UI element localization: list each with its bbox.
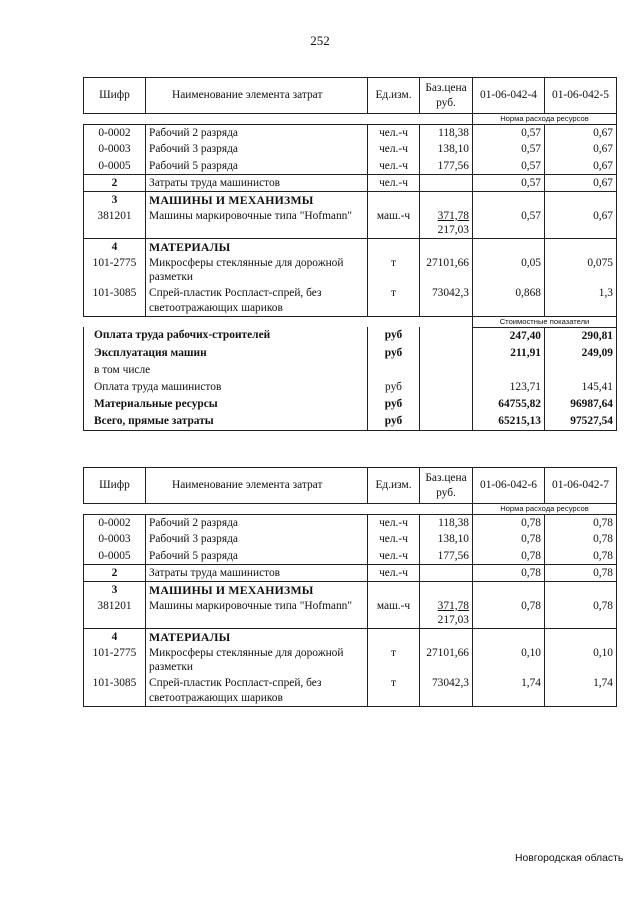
header-price-line1: Баз.цена xyxy=(425,82,467,95)
cost-label-text: Материальные ресурсы xyxy=(84,396,368,413)
cost-unit: руб xyxy=(368,413,420,431)
row-unit: чел.-ч xyxy=(368,141,420,157)
resource-table-1 xyxy=(83,77,617,431)
cost-row xyxy=(84,327,617,345)
section-row xyxy=(84,629,617,646)
section-title: МАТЕРИАЛЫ xyxy=(146,239,368,256)
table-row xyxy=(84,646,617,676)
row-price-1: 371,78 xyxy=(437,599,469,612)
row-value-2: 0,78 xyxy=(545,548,617,565)
row-name: Спрей-пластик Роспласт-спрей, без светоотражающих шариков xyxy=(146,285,368,316)
section-title: МАШИНЫ И МЕХАНИЗМЫ xyxy=(146,582,368,599)
row-price xyxy=(420,209,473,239)
section-row xyxy=(84,239,617,256)
row-unit: чел.-ч xyxy=(368,158,420,175)
row-price: 177,56 xyxy=(420,548,473,565)
table-row xyxy=(84,675,617,706)
table-row xyxy=(84,209,617,239)
header-price xyxy=(420,78,473,114)
row-unit: чел.-ч xyxy=(368,564,420,581)
row-price-2: 217,03 xyxy=(437,223,469,236)
table-row xyxy=(84,141,617,157)
section-code: 3 xyxy=(84,192,146,209)
row-code: 2 xyxy=(84,174,146,191)
table-row xyxy=(84,285,617,316)
row-price-1: 371,78 xyxy=(437,209,469,222)
row-price xyxy=(420,599,473,629)
row-value-1: 0,868 xyxy=(473,285,545,316)
row-value-2: 0,10 xyxy=(545,646,617,676)
row-price: 118,38 xyxy=(420,125,473,142)
cost-value-2: 96987,64 xyxy=(545,396,617,413)
row-code: 101-3085 xyxy=(84,675,146,706)
row-code: 0-0003 xyxy=(84,531,146,547)
row-name: Микросферы стеклянные для дорожной разметки xyxy=(146,646,368,676)
row-code: 101-2775 xyxy=(84,646,146,676)
header-name: Наименование элемента затрат xyxy=(146,468,368,504)
row-unit: чел.-ч xyxy=(368,548,420,565)
header-unit: Ед.изм. xyxy=(368,78,420,114)
row-name: Затраты труда машинистов xyxy=(146,564,368,581)
row-value-1: 0,78 xyxy=(473,531,545,547)
row-code: 101-2775 xyxy=(84,256,146,286)
section-code: 3 xyxy=(84,582,146,599)
row-unit: т xyxy=(368,285,420,316)
table-row xyxy=(84,158,617,175)
row-value-1: 0,57 xyxy=(473,209,545,239)
cost-value-2 xyxy=(545,362,617,379)
table-row xyxy=(84,174,617,191)
header-col2: 01-06-042-7 xyxy=(545,468,617,504)
row-unit: чел.-ч xyxy=(368,125,420,142)
row-value-1: 0,78 xyxy=(473,564,545,581)
row-name: Машины маркировочные типа "Hofmann" xyxy=(146,599,368,629)
row-name: Рабочий 3 разряда xyxy=(146,141,368,157)
row-value-1: 0,78 xyxy=(473,548,545,565)
row-value-1: 0,05 xyxy=(473,256,545,286)
row-unit: маш.-ч xyxy=(368,599,420,629)
row-unit: чел.-ч xyxy=(368,174,420,191)
header-col1: 01-06-042-6 xyxy=(473,468,545,504)
cost-unit: руб xyxy=(368,379,420,396)
row-value-1: 0,78 xyxy=(473,599,545,629)
row-price: 138,10 xyxy=(420,141,473,157)
row-name: Рабочий 5 разряда xyxy=(146,158,368,175)
row-unit: чел.-ч xyxy=(368,531,420,547)
header-col1: 01-06-042-4 xyxy=(473,78,545,114)
cost-label-text: в том числе xyxy=(84,362,368,379)
cost-value-1 xyxy=(473,362,545,379)
cost-unit: руб xyxy=(368,396,420,413)
row-value-2: 0,67 xyxy=(545,158,617,175)
cost-value-2: 290,81 xyxy=(545,327,617,345)
cost-label: Стоимостные показатели xyxy=(473,316,617,327)
row-value-2: 1,3 xyxy=(545,285,617,316)
row-value-1: 0,57 xyxy=(473,174,545,191)
row-unit: маш.-ч xyxy=(368,209,420,239)
header-price-line2: руб. xyxy=(436,96,456,109)
section-row xyxy=(84,582,617,599)
row-price: 27101,66 xyxy=(420,256,473,286)
row-name: Микросферы стеклянные для дорожной разметки xyxy=(146,256,368,286)
row-value-1: 1,74 xyxy=(473,675,545,706)
row-value-2: 0,67 xyxy=(545,125,617,142)
header-price-line2: руб. xyxy=(436,486,456,499)
page-number: 252 xyxy=(310,33,330,48)
row-name: Спрей-пластик Роспласт-спрей, без светоотражающих шариков xyxy=(146,675,368,706)
header-code: Шифр xyxy=(84,78,146,114)
header-col2: 01-06-042-5 xyxy=(545,78,617,114)
row-code: 101-3085 xyxy=(84,285,146,316)
table-row xyxy=(84,515,617,532)
row-value-2: 0,67 xyxy=(545,141,617,157)
cost-value-1: 211,91 xyxy=(473,345,545,362)
row-value-2: 0,78 xyxy=(545,531,617,547)
row-value-2: 0,67 xyxy=(545,174,617,191)
row-price-2: 217,03 xyxy=(437,613,469,626)
row-name: Рабочий 3 разряда xyxy=(146,531,368,547)
row-value-2: 0,78 xyxy=(545,564,617,581)
row-price: 118,38 xyxy=(420,515,473,532)
section-row xyxy=(84,192,617,209)
norm-label: Норма расхода ресурсов xyxy=(473,114,617,125)
row-code: 0-0003 xyxy=(84,141,146,157)
row-code: 381201 xyxy=(84,209,146,239)
cost-row xyxy=(84,345,617,362)
cost-value-1: 247,40 xyxy=(473,327,545,345)
header-price-line1: Баз.цена xyxy=(425,472,467,485)
row-value-2: 1,74 xyxy=(545,675,617,706)
header-price xyxy=(420,468,473,504)
header-unit: Ед.изм. xyxy=(368,468,420,504)
cost-label-text: Эксплуатация машин xyxy=(84,345,368,362)
cost-value-2: 249,09 xyxy=(545,345,617,362)
cost-row xyxy=(84,379,617,396)
row-price: 177,56 xyxy=(420,158,473,175)
row-code: 0-0005 xyxy=(84,548,146,565)
row-code: 0-0002 xyxy=(84,515,146,532)
cost-unit: руб xyxy=(368,345,420,362)
section-code: 4 xyxy=(84,239,146,256)
row-name: Рабочий 5 разряда xyxy=(146,548,368,565)
cost-row xyxy=(84,396,617,413)
cost-value-2: 145,41 xyxy=(545,379,617,396)
cost-value-1: 123,71 xyxy=(473,379,545,396)
row-price: 138,10 xyxy=(420,531,473,547)
row-code: 0-0002 xyxy=(84,125,146,142)
row-value-2: 0,78 xyxy=(545,515,617,532)
row-code: 381201 xyxy=(84,599,146,629)
row-code: 0-0005 xyxy=(84,158,146,175)
cost-label-text: Оплата труда рабочих-строителей xyxy=(84,327,368,345)
table-row xyxy=(84,531,617,547)
cost-unit: руб xyxy=(368,327,420,345)
row-value-1: 0,57 xyxy=(473,158,545,175)
cost-value-2: 97527,54 xyxy=(545,413,617,431)
table-row xyxy=(84,256,617,286)
resource-table-2 xyxy=(83,467,617,707)
row-value-1: 0,57 xyxy=(473,141,545,157)
row-unit: чел.-ч xyxy=(368,515,420,532)
row-name: Рабочий 2 разряда xyxy=(146,515,368,532)
row-code: 2 xyxy=(84,564,146,581)
row-value-1: 0,78 xyxy=(473,515,545,532)
cost-value-1: 64755,82 xyxy=(473,396,545,413)
cost-unit xyxy=(368,362,420,379)
header-name: Наименование элемента затрат xyxy=(146,78,368,114)
row-value-1: 0,10 xyxy=(473,646,545,676)
row-price: 73042,3 xyxy=(420,285,473,316)
table-row xyxy=(84,599,617,629)
header-code: Шифр xyxy=(84,468,146,504)
section-code: 4 xyxy=(84,629,146,646)
row-value-1: 0,57 xyxy=(473,125,545,142)
row-name: Машины маркировочные типа "Hofmann" xyxy=(146,209,368,239)
row-unit: т xyxy=(368,256,420,286)
norm-label: Норма расхода ресурсов xyxy=(473,504,617,515)
table-row xyxy=(84,548,617,565)
row-name: Затраты труда машинистов xyxy=(146,174,368,191)
row-value-2: 0,075 xyxy=(545,256,617,286)
row-name: Рабочий 2 разряда xyxy=(146,125,368,142)
row-price: 73042,3 xyxy=(420,675,473,706)
row-unit: т xyxy=(368,646,420,676)
section-title: МАШИНЫ И МЕХАНИЗМЫ xyxy=(146,192,368,209)
row-unit: т xyxy=(368,675,420,706)
section-title: МАТЕРИАЛЫ xyxy=(146,629,368,646)
row-value-2: 0,78 xyxy=(545,599,617,629)
table-row xyxy=(84,564,617,581)
row-value-2: 0,67 xyxy=(545,209,617,239)
table-row xyxy=(84,125,617,142)
footer-region: Новгородская область xyxy=(515,853,624,864)
cost-row xyxy=(84,413,617,431)
cost-row xyxy=(84,362,617,379)
cost-label-text: Оплата труда машинистов xyxy=(84,379,368,396)
row-price: 27101,66 xyxy=(420,646,473,676)
cost-label-text: Всего, прямые затраты xyxy=(84,413,368,431)
cost-value-1: 65215,13 xyxy=(473,413,545,431)
